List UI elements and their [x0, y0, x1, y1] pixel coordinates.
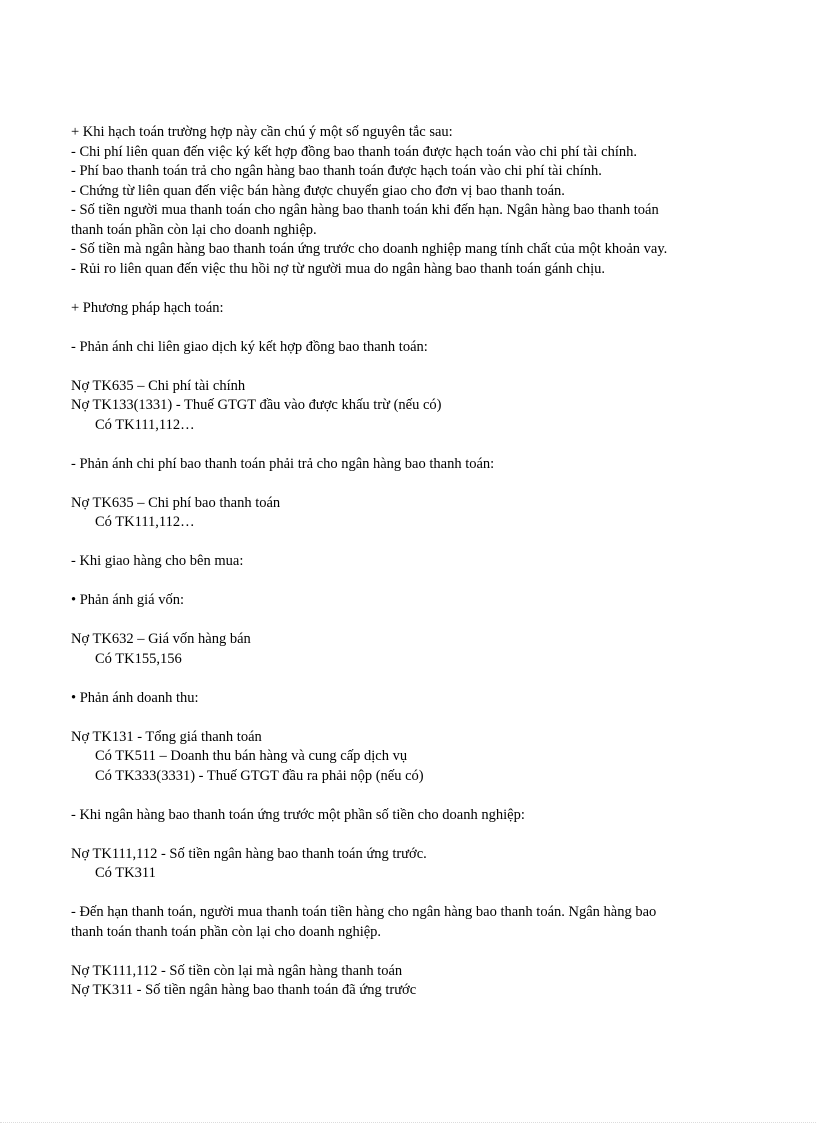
journal-debit: Nợ TK635 – Chi phí tài chính	[71, 377, 246, 394]
principles-heading: + Khi hạch toán trường hợp này cần chú ý một số nguyên tắc sau:	[71, 124, 453, 140]
principle-item: - Số tiền mà ngân hàng bao thanh toán ứng trước cho doanh nghiệp mang tính chất của một khoản vay.	[71, 241, 668, 257]
journal-debit: Nợ TK632 – Giá vốn hàng bán	[71, 631, 251, 647]
journal-credit: Có TK155,156	[95, 650, 182, 667]
principle-item: - Phí bao thanh toán trả cho ngân hàng bao thanh toán được hạch toán vào chi phí tài chính.	[71, 163, 602, 179]
section-title: - Phản ánh chi phí bao thanh toán phải trả cho ngân hàng bao thanh toán:	[71, 455, 495, 472]
principle-item: thanh toán phần còn lại cho doanh nghiệp.	[71, 221, 317, 238]
journal-credit: Có TK511 – Doanh thu bán hàng và cung cấp dịch vụ	[95, 748, 408, 764]
bullet-title: • Phản ánh giá vốn:	[71, 592, 185, 608]
journal-credit: Có TK111,112…	[95, 514, 195, 530]
document-page	[71, 123, 771, 1001]
principle-item: - Chi phí liên quan đến việc ký kết hợp đồng bao thanh toán được hạch toán vào chi phí tài chính.	[71, 143, 638, 160]
journal-debit: Nợ TK111,112 - Số tiền ngân hàng bao thanh toán ứng trước.	[71, 845, 427, 862]
section-title: - Đến hạn thanh toán, người mua thanh toán tiền hàng cho ngân hàng bao thanh toán. Ngân hàng bao	[71, 904, 657, 920]
journal-credit: Có TK333(3331) - Thuế GTGT đầu ra phải nộp (nếu có)	[95, 767, 424, 784]
journal-debit: Nợ TK311 - Số tiền ngân hàng bao thanh toán đã ứng trước	[71, 982, 417, 998]
journal-debit: Nợ TK133(1331) - Thuế GTGT đầu vào được khấu trừ (nếu có)	[71, 397, 442, 413]
journal-credit: Có TK111,112…	[95, 416, 195, 433]
journal-credit: Có TK311	[95, 865, 156, 881]
journal-debit: Nợ TK131 - Tổng giá thanh toán	[71, 728, 262, 745]
journal-debit: Nợ TK635 – Chi phí bao thanh toán	[71, 494, 281, 511]
principle-item: - Số tiền người mua thanh toán cho ngân hàng bao thanh toán khi đến hạn. Ngân hàng bao thanh toán	[71, 202, 659, 218]
section-title-cont: thanh toán thanh toán phần còn lại cho doanh nghiệp.	[71, 923, 382, 940]
principle-item: - Rủi ro liên quan đến việc thu hồi nợ từ người mua do ngân hàng bao thanh toán gánh chịu.	[71, 260, 606, 277]
bullet-title: • Phản ánh doanh thu:	[71, 689, 199, 706]
section-title: - Khi giao hàng cho bên mua:	[71, 553, 244, 569]
principle-item: - Chứng từ liên quan đến việc bán hàng được chuyển giao cho đơn vị bao thanh toán.	[71, 182, 565, 199]
method-heading: + Phương pháp hạch toán:	[71, 299, 224, 316]
journal-debit: Nợ TK111,112 - Số tiền còn lại mà ngân hàng thanh toán	[71, 962, 403, 979]
section-title: - Khi ngân hàng bao thanh toán ứng trước một phần số tiền cho doanh nghiệp:	[71, 806, 525, 823]
section-title: - Phản ánh chi liên giao dịch ký kết hợp đồng bao thanh toán:	[71, 338, 428, 355]
